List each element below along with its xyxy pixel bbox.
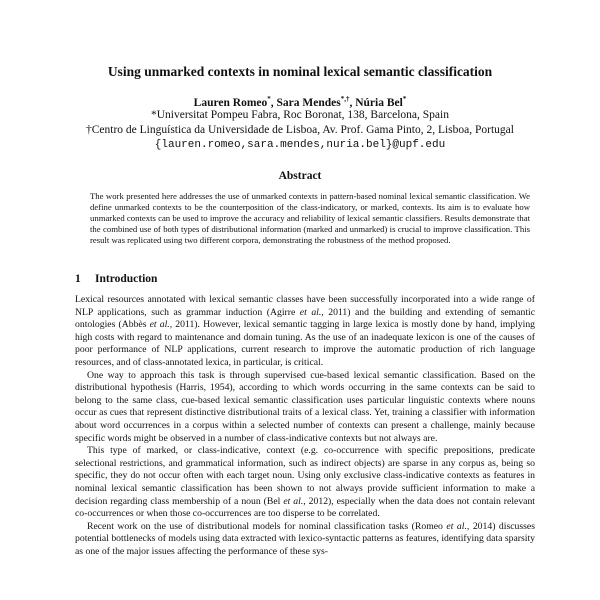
author-list bbox=[0, 95, 600, 109]
section-title: Introduction bbox=[95, 273, 158, 285]
abstract-heading: Abstract bbox=[278, 170, 322, 182]
paragraph-text-run: Recent work on the use of distributional models for nominal classification tasks (Romeo bbox=[87, 520, 447, 532]
author-name: Sara Mendes bbox=[276, 96, 341, 109]
body-paragraph bbox=[75, 445, 535, 521]
author-affiliation-mark: * bbox=[267, 95, 271, 103]
paragraph-text-run: , 2011). However, lexical semantic tagging in large lexica is mostly done by hand, implying high costs with regard to maintenance and domain tuning. As the use of an inadequate lexicon is one of the causes of poor performance of NLP applications, current research to improve the automatic production of rich language resources, and of class-annotated lexica, in particular, is critical. bbox=[75, 319, 536, 368]
paragraph-text-run: This type of marked, or class-indicative, context (e.g. co-occurrence with specific prepositions, predicate selectional restrictions, and grammatical information, such as indirect objects) are sparse in any corpus as, being so specific, they do not occur often with each target noun. Using only exclusive class-indicative contexts as features in nominal lexical semantic classification has been shown to not always provide sufficient information to make a decision regarding class membership of a noun (Bel bbox=[75, 445, 535, 507]
paragraph-text-run: , 2011) and the building and extending of semantic ontologies (Abbès bbox=[75, 306, 535, 331]
affiliation-lisboa: †Centro de Linguística da Universidade de Lisboa, Av. Prof. Gama Pinto, 2, Lisboa, Portugal bbox=[86, 124, 514, 136]
paragraph-text-run: , 2012), especially when the data does not contain relevant co-occurrences or when those co-occurrences are too disperse to be correlated. bbox=[75, 495, 535, 520]
abstract-text: The work presented here addresses the use of unmarked contexts in pattern-based nominal lexical semantic classification. We define unmarked contexts to be the counterposition of the class-indicatory, or marked, contexts. Its aim is to evaluate how unmarked contexts can be used to improve the accuracy and reliability of lexical semantic classifiers. Results demonstrate that the combined use of both types of distributional information (marked and unmarked) is crucial to improve classification. This result was replicated using two different corpora, demonstrating the robustness of the method proposed. bbox=[90, 191, 530, 245]
section-heading bbox=[75, 273, 157, 285]
citation-et-al: et al. bbox=[299, 306, 322, 318]
citation-et-al: et al. bbox=[283, 495, 304, 507]
author-name: Núria Bel bbox=[355, 96, 403, 109]
author-affiliation-mark: *,† bbox=[340, 95, 350, 103]
paragraph-text-run: , 2014) discusses potential bottlenecks of models using data extracted with lexico-syntactic patterns as features, identifying data sparsity as one of the major issues affecting the performance of these sys- bbox=[75, 520, 535, 557]
paper-title: Using unmarked contexts in nominal lexical semantic classification bbox=[107, 64, 493, 79]
section-body bbox=[75, 294, 535, 558]
body-paragraph bbox=[75, 370, 535, 446]
author-separator: , bbox=[349, 96, 356, 109]
body-paragraph bbox=[75, 521, 535, 559]
section-number: 1 bbox=[75, 273, 81, 285]
paragraph-text-run: One way to approach this task is through supervised cue-based lexical semantic classification. Based on the distributional hypothesis (Harris, 1954), according to which words occurring in the same contexts can be said to belong to the same class, cue-based lexical semantic classification uses particular linguistic contexts where nouns occur as cues that represent distinctive distributional traits of a lexical class. Yet, training a classifier with information about word occurrences in a corpus within a selected number of contexts can present a challenge, mainly because specific words might be observed in a number of class-indicative contexts but not always are. bbox=[75, 369, 535, 444]
body-paragraph bbox=[75, 294, 535, 370]
author-name: Lauren Romeo bbox=[193, 96, 268, 109]
affiliation-upf: *Universitat Pompeu Fabra, Roc Boronat, 138, Barcelona, Spain bbox=[151, 109, 449, 121]
citation-et-al: et al. bbox=[149, 319, 170, 331]
paragraph-text-run: Lexical resources annotated with lexical semantic classes have been successfully incorporated into a wide range of NLP applications, such as grammar induction (Agirre bbox=[75, 294, 535, 318]
citation-et-al: et al. bbox=[446, 520, 467, 532]
author-affiliation-mark: * bbox=[402, 95, 407, 103]
author-separator: , bbox=[270, 96, 277, 109]
author-emails: {lauren.romeo,sara.mendes,nuria.bel}@upf.edu bbox=[154, 139, 446, 151]
